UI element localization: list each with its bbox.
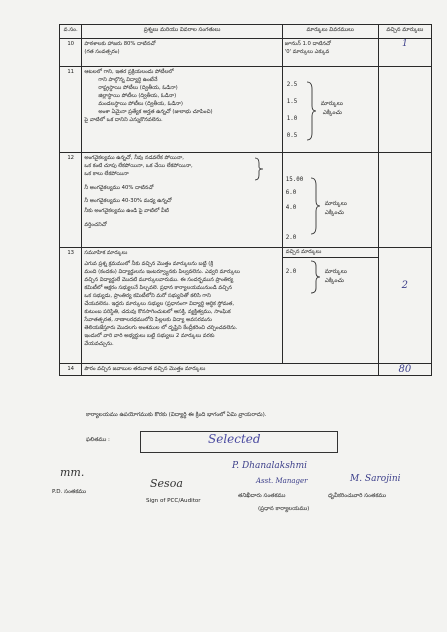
table-row: [60, 364, 432, 376]
brace-icon: [309, 260, 321, 294]
marks-subheader: వచ్చిన మార్కులు: [283, 248, 378, 258]
checker-designation: Asst. Manager: [256, 477, 308, 485]
table-row: [60, 153, 432, 248]
row-number: 11: [60, 67, 82, 153]
mark-value: 1.0: [286, 116, 298, 122]
table-row: [60, 67, 432, 153]
auditor-signature: Sesoa: [150, 477, 183, 490]
mark-value: 1.5: [286, 99, 298, 105]
mark-value: 2.5: [286, 82, 298, 88]
marks-table: [59, 24, 432, 376]
row-number: 12: [60, 153, 82, 248]
header-awarded: వచ్చిన మార్కులు: [378, 25, 431, 39]
mark-value: 2.0: [285, 235, 297, 241]
row-question: పాఠశాలకు హాజరు 80% దాటినచో (గత సంవత్సరం): [82, 39, 282, 67]
result-value: Selected: [208, 432, 261, 446]
mark-value: 2.0: [285, 269, 297, 275]
checker-sign-label: తనిఖీదారు సంతకము: [238, 493, 286, 499]
row-question: ఆటలలో గాని, ఇతర ప్రక్రియలందు పోటీలలో గాని పాల్గొన్న విద్యార్థి ఉంటేనే రాష్ట్రస్థాయి పోటీలు (ద్వితీయ, ఓడినా) జిల్లాస్థాయి పోటీలు (ద్వితీయ, ఓడినా) మండలస్థాయి పోటీలు (ద్వితీయ, ఓడినా) అంశా ఏమైనా ప్రత్యేక అర్హత ఉన్నచో (జులాభు చూపించి) పై వాటిలో ఒక దానిని ఎన్నుకొనవలెను.: [82, 67, 282, 153]
brace-icon: [305, 81, 317, 141]
mark-value: 4.0: [285, 205, 297, 211]
head-office-label: (ప్రధాన కార్యాలయము): [258, 506, 310, 512]
row-awarded: [378, 67, 431, 153]
row-question: సమూహిక మార్కులు ఎగువ ప్రశ్న క్రమములో నీకు వచ్చిన మొత్తం మార్కులను బట్టి (క్రి మంది (కందకం) విద్యార్థులను ఇంటర్వ్యూనకు పిల్వవలెను. ఎవ్వరి మార్కులు వచ్చిన విద్యార్థులే మొదటి మూర్కులవారుము. ఈ సందర్భమున ప్రాంతిర్య కమిటీలో ఆక్షరం సభ్యులనే పిల్చవలె. ప్రధాన కార్యాలయమునుండి వచ్చిన ఒక సభ్యుడు, ప్రాంతిర్య కమిటీలోని మరో సభ్యునితో కలిసి గాని చేయవలెను. ఇద్దరు మార్కులు సభ్యుల (ప్రధానంగా విద్యార్థి ఆర్థిక స్థోమత, కుటుంబ పరిస్థితి, చదువు కొనసాగించుటలో ఆసక్తి, వ్యక్తిత్వము, సాంఘిక సేవాతత్పరత, నాణాలరథములోని పిల్లలకు విద్యా అవసరమను తెలియజేస్తూరు మొదలగు అంశముల లో దృష్టిని కేంద్రీకరించి చర్చించవలెను. ఇందులో వారి వారి అభ్యర్థులు బట్టి సభ్యులు 2 మార్కులు వరకు వేయవచ్చును.: [82, 248, 282, 364]
checker-signature: P. Dhanalakshmi: [232, 461, 308, 471]
row-awarded: [378, 153, 431, 248]
verifier-sign-label: ధృవీకరించువారి సంతకము: [328, 493, 387, 499]
header-no: వ.సం.: [60, 25, 82, 39]
row-awarded: 1: [378, 39, 431, 67]
header-marks-detail: మార్కులు వివరములు: [282, 25, 378, 39]
row-marks: 2.5 1.5 1.0 0.5 మార్కులు ఎక్కించు: [282, 67, 378, 153]
total-awarded: 80: [378, 364, 431, 376]
mark-value: 6.0: [285, 190, 297, 196]
table-header-row: [60, 25, 432, 39]
verifier-signature: M. Sarojini: [350, 474, 401, 484]
row-number: 13: [60, 248, 82, 364]
row-question: పౌరం వచ్చిన జవాబుల తరువాత వచ్చిన మొత్తం మార్కులు: [82, 364, 378, 376]
row-marks: జూనున్ 1.0 దాటినచో '0' మార్కులు ఎక్కువ: [282, 39, 378, 67]
result-label: ఫలితము :: [86, 437, 110, 443]
row-number: 10: [60, 39, 82, 67]
row-question: అంగవైకల్యము ఉన్నచో, నీవు నడవలేక పోయినా, ఒక కంటి చూపు లేకపోయినా, ఒక చేయి లేకపోయినా, ఒక కాలు లేకపోయినా నీ అంగవైకల్యము 40% దాటినచో నీ అంగవైకల్యము 40-30% మధ్య ఉన్నచో నీకు అంగవైకల్యము ఉండి పై వాటిలో వీటి వర్తించనిచో: [82, 153, 282, 248]
row-marks: వచ్చిన మార్కులు 2.0 మార్కులు ఎక్కించు: [282, 248, 378, 364]
mark-value: 15.00: [285, 177, 304, 183]
pd-sign-label: P.D. సంతకము: [52, 489, 87, 495]
mark-value: 0.5: [286, 133, 298, 139]
table-row: [60, 39, 432, 67]
office-use-note: కార్యాలయము ఉపయోగముకు కొరకు (విద్యార్థి ఈ క్రింది భాగంలో ఏమి వ్రాయరాదు).: [86, 412, 267, 418]
auditor-sign-label: Sign of PCC/Auditor: [146, 498, 201, 504]
row-number: 14: [60, 364, 82, 376]
row-awarded: 2: [378, 248, 431, 364]
brace-icon: [309, 177, 321, 235]
pd-signature: mm.: [60, 466, 85, 479]
table-row: [60, 248, 432, 364]
header-question: ప్రశ్నలు మరియు వివరాల సంగతులు: [82, 25, 282, 39]
brace-icon: [254, 157, 264, 181]
row-marks: 15.00 6.0 4.0 2.0 మార్కులు ఎక్కించు: [282, 153, 378, 248]
